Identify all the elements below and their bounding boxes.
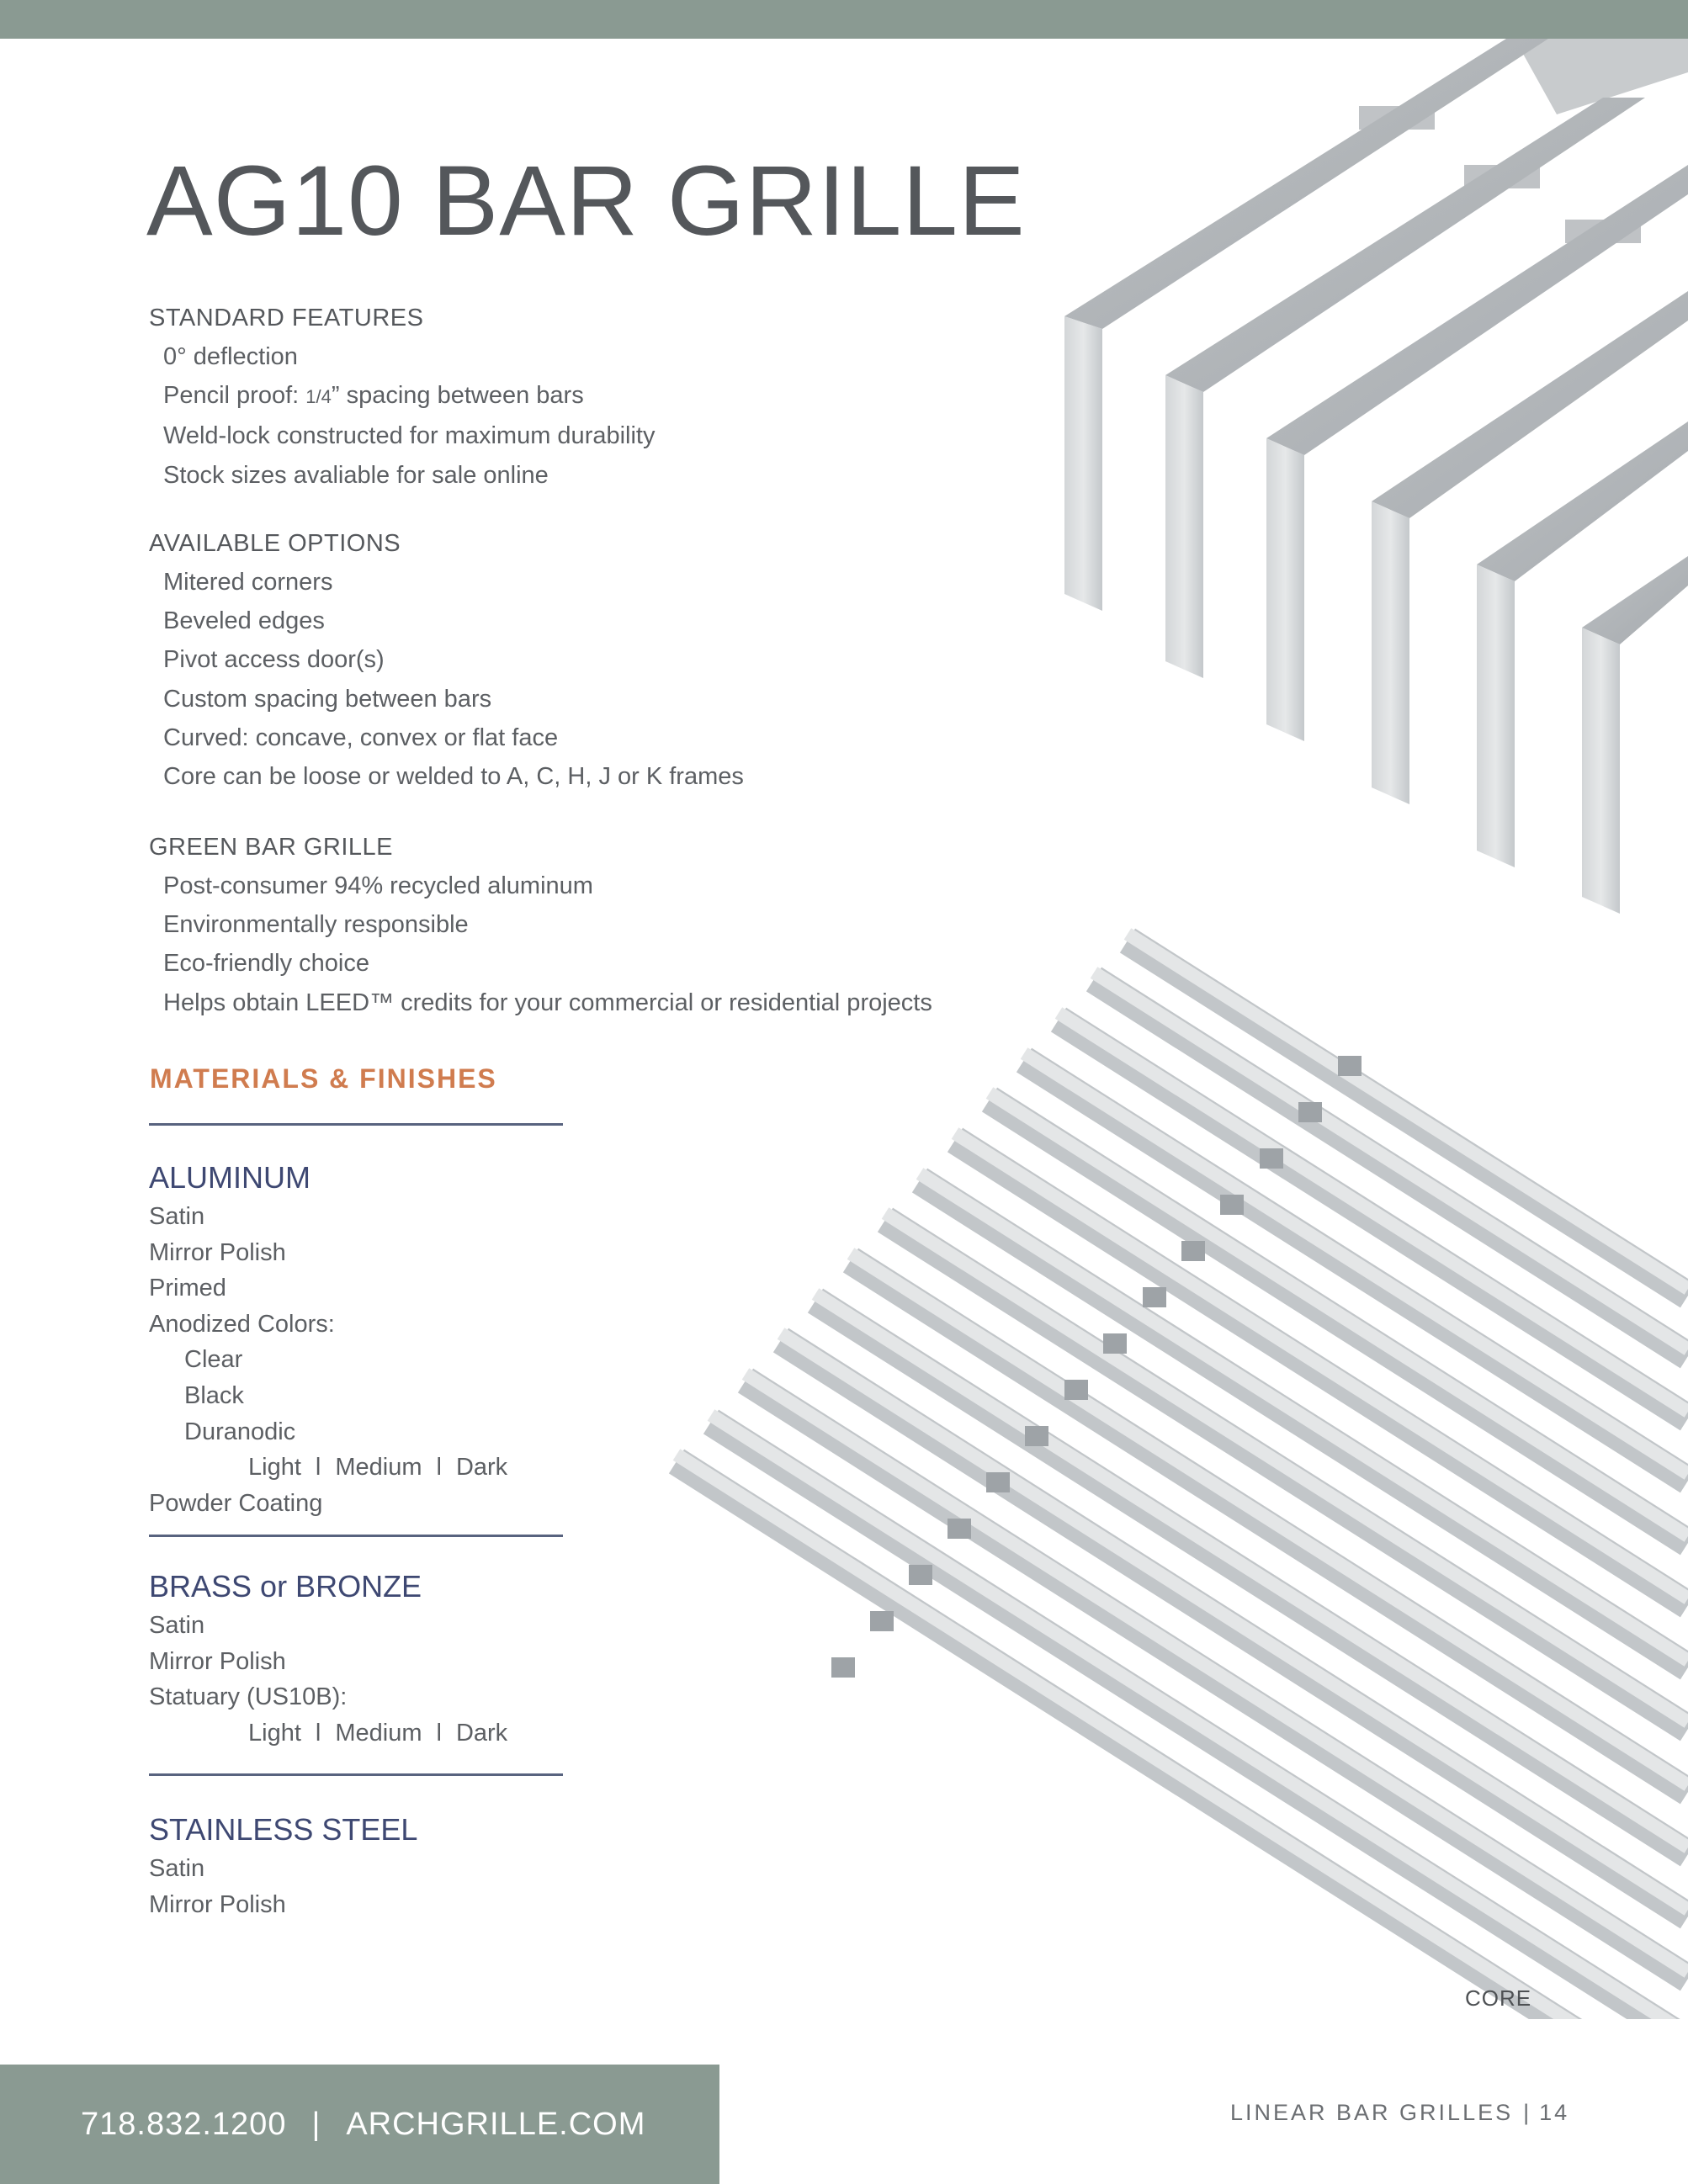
material-heading: ALUMINUM xyxy=(149,1160,311,1195)
separator: | xyxy=(311,2107,321,2142)
grille-bar xyxy=(1582,556,1688,914)
finish-item: Clear xyxy=(184,1346,243,1374)
section-heading: STANDARD FEATURES xyxy=(149,305,424,331)
feature-item: Weld-lock constructed for maximum durability xyxy=(163,422,656,450)
fraction-text: 1/4 xyxy=(305,386,332,408)
standard-features-section xyxy=(149,299,656,495)
finish-item: Satin xyxy=(149,1855,205,1882)
shade-options xyxy=(149,1715,507,1752)
aluminum-section xyxy=(149,1157,507,1521)
green-item: Helps obtain LEED™ credits for your commercial or residential projects xyxy=(163,989,932,1016)
divider xyxy=(149,1535,563,1537)
top-color-band xyxy=(0,0,1688,39)
grille-closeup-image xyxy=(1010,39,1688,914)
phone-number[interactable]: 718.832.1200 xyxy=(81,2107,287,2142)
finish-item: Mirror Polish xyxy=(149,1238,286,1266)
shade-medium: Medium xyxy=(335,1454,422,1482)
separator: | xyxy=(1523,2100,1530,2125)
section-heading: GREEN BAR GRILLE xyxy=(149,834,394,861)
separator: l xyxy=(436,1719,442,1747)
shade-dark: Dark xyxy=(455,1454,508,1482)
divider xyxy=(149,1773,563,1776)
shade-options xyxy=(149,1450,507,1486)
core-caption: CORE xyxy=(1465,1985,1532,2011)
page-footer-label xyxy=(1230,2100,1569,2126)
website-link[interactable]: ARCHGRILLE.COM xyxy=(346,2107,646,2142)
shade-light: Light xyxy=(248,1454,301,1482)
finish-item: Satin xyxy=(149,1203,205,1230)
footer-contact xyxy=(81,2107,645,2143)
finish-item: Duranodic xyxy=(184,1418,296,1445)
core-bars-shadow xyxy=(677,941,1688,2019)
page-title: AG10 BAR GRILLE xyxy=(146,146,1026,257)
finish-item: Powder Coating xyxy=(149,1489,323,1517)
finish-item: Mirror Polish xyxy=(149,1890,286,1918)
feature-item: 0° deflection xyxy=(163,343,298,370)
finish-item: Statuary (US10B): xyxy=(149,1683,348,1711)
option-item: Curved: concave, convex or flat face xyxy=(163,724,559,751)
green-item: Post-consumer 94% recycled aluminum xyxy=(163,872,593,899)
feature-text: ” spacing between bars xyxy=(331,382,584,410)
stainless-steel-section xyxy=(149,1809,417,1922)
finish-item: Black xyxy=(184,1381,244,1409)
feature-item xyxy=(149,376,656,416)
feature-text: Pencil proof: xyxy=(163,382,306,410)
feature-item: Stock sizes avaliable for sale online xyxy=(163,461,549,489)
option-item: Mitered corners xyxy=(163,569,333,596)
divider xyxy=(149,1123,563,1126)
shade-medium: Medium xyxy=(335,1719,422,1747)
green-item: Eco-friendly choice xyxy=(163,950,369,978)
shade-dark: Dark xyxy=(455,1719,508,1747)
green-item: Environmentally responsible xyxy=(163,911,469,939)
available-options-section xyxy=(149,524,744,796)
materials-finishes-title: MATERIALS & FINISHES xyxy=(150,1063,497,1094)
separator: l xyxy=(315,1719,321,1747)
finish-item: Anodized Colors: xyxy=(149,1310,335,1338)
material-heading: BRASS or BRONZE xyxy=(149,1569,422,1604)
option-item: Pivot access door(s) xyxy=(163,646,385,674)
finish-item: Primed xyxy=(149,1275,226,1302)
option-item: Custom spacing between bars xyxy=(163,685,492,713)
brass-bronze-section xyxy=(149,1566,507,1751)
shade-light: Light xyxy=(248,1719,301,1747)
section-name: LINEAR BAR GRILLES xyxy=(1230,2100,1514,2125)
finish-item: Satin xyxy=(149,1612,205,1639)
option-item: Core can be loose or welded to A, C, H, J or K frames xyxy=(163,763,744,791)
option-item: Beveled edges xyxy=(163,607,325,635)
finish-item: Mirror Polish xyxy=(149,1647,286,1675)
separator: l xyxy=(315,1454,321,1482)
grille-core-image xyxy=(656,925,1688,2019)
section-heading: AVAILABLE OPTIONS xyxy=(149,530,401,557)
separator: l xyxy=(436,1454,442,1482)
page-number: 14 xyxy=(1539,2100,1570,2125)
material-heading: STAINLESS STEEL xyxy=(149,1812,418,1847)
